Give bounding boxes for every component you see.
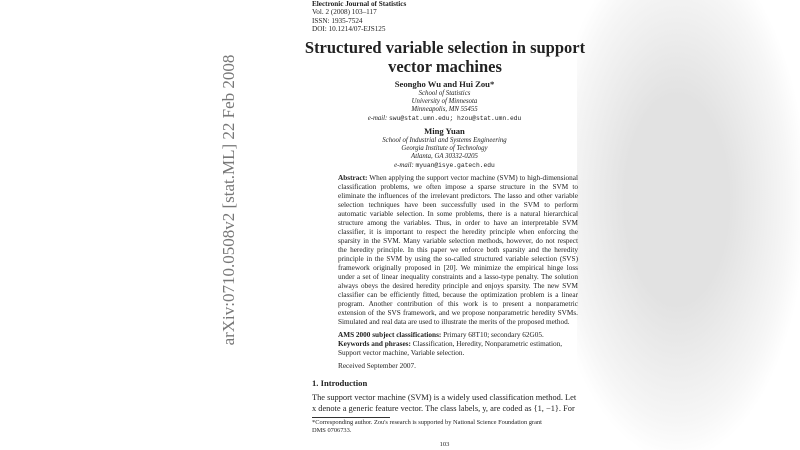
authors: Seongho Wu and Hui Zou* xyxy=(394,78,495,89)
email: myuan@isye.gatech.edu xyxy=(415,161,495,169)
page-number: 103 xyxy=(439,441,450,448)
aff-line: University of Minnesota xyxy=(411,97,478,105)
abstract-label: Abstract: xyxy=(338,174,368,182)
intro-text xyxy=(312,392,577,414)
affiliation-2 xyxy=(312,137,577,170)
section-heading: 1. Introduction xyxy=(312,378,368,388)
intro-line: The support vector machine (SVM) is a widely used classification method. Let xyxy=(312,393,577,402)
aff-line: Georgia Institute of Technology xyxy=(401,145,488,153)
paper-title xyxy=(300,38,590,76)
journal-issn: ISSN: 1935-7524 xyxy=(312,16,363,25)
footnote-line: *Corresponding author. Zou's research is supported by National Science Foundation grant xyxy=(312,419,542,426)
email-label: e-mail: xyxy=(394,161,414,169)
journal-doi: DOI: 10.1214/07-EJS125 xyxy=(312,25,386,34)
affiliation-1 xyxy=(312,90,577,123)
footnote-rule xyxy=(312,417,390,418)
title-line: vector machines xyxy=(388,56,502,76)
received-date: Received September 2007. xyxy=(338,362,416,370)
keywords-label: Keywords and phrases: xyxy=(338,340,411,348)
journal-header xyxy=(312,0,577,34)
aff-line: Minneapolis, MN 55455 xyxy=(411,106,478,114)
page-column xyxy=(304,0,586,449)
abstract xyxy=(338,174,578,327)
intro-line: x denote a generic feature vector. The class labels, y, are coded as {1, −1}. For xyxy=(312,404,575,413)
aff-line: School of Statistics xyxy=(418,89,471,97)
arxiv-stamp: arXiv:0710.0508v2 [stat.ML] 22 Feb 2008 xyxy=(219,54,238,346)
email: swu@stat.umn.edu; hzou@stat.umn.edu xyxy=(389,114,522,122)
title-line: Structured variable selection in support xyxy=(304,37,586,57)
aff-line: Atlanta, GA 30332-0205 xyxy=(411,153,478,161)
abstract-text: When applying the support vector machine (SVM) to high-dimensional classification problems, we often impose a sparse structure in the SVM to eliminate the influences of the irrelevant predictors. The lasso and other variable selection techniques have been successfully used in the SVM to perform automatic variable selection. In some problems, there is a natural hierarchical structure among the variables. Thus, in order to have an interpretable SVM classifier, it is important to respect the heredity principle when enforcing the sparsity in the SVM. Many variable selection methods, however, do not respect the heredity principle. In this paper we enforce both sparsity and the heredity principle in the SVM by using the so-called structured variable selection (SVS) framework originally proposed in [20]. We minimize the empirical hinge loss under a set of linear inequality constraints and a lasso-type penalty. The solution always obeys the desired heredity principle and enjoys sparsity. The new SVM classifier can be efficiently fitted, because the optimization problem is a linear program. Another contribution of this work is to present a nonparametric extension of the SVS framework, and we propose nonparametric heredity SVMs. Simulated and real data are used to illustrate the merits of the proposed method. xyxy=(338,174,578,326)
ams-text: Primary 68T10; secondary 62G05. xyxy=(443,331,544,339)
footnote-line: DMS 0706733. xyxy=(312,427,352,434)
email-label: e-mail: xyxy=(367,114,388,122)
journal-name: Electronic Journal of Statistics xyxy=(312,0,407,8)
author-2: Ming Yuan xyxy=(424,125,465,136)
aff-line: School of Industrial and Systems Engineering xyxy=(382,136,507,144)
keywords-text: Classification, Heredity, Nonparametric estimation, Support vector machine, Variable selection. xyxy=(338,340,563,357)
background-blur xyxy=(577,0,800,450)
journal-volume: Vol. 2 (2008) 103–117 xyxy=(312,8,377,17)
classifications xyxy=(338,331,578,358)
footnote xyxy=(312,419,577,435)
ams-label: AMS 2000 subject classifications: xyxy=(338,331,442,339)
